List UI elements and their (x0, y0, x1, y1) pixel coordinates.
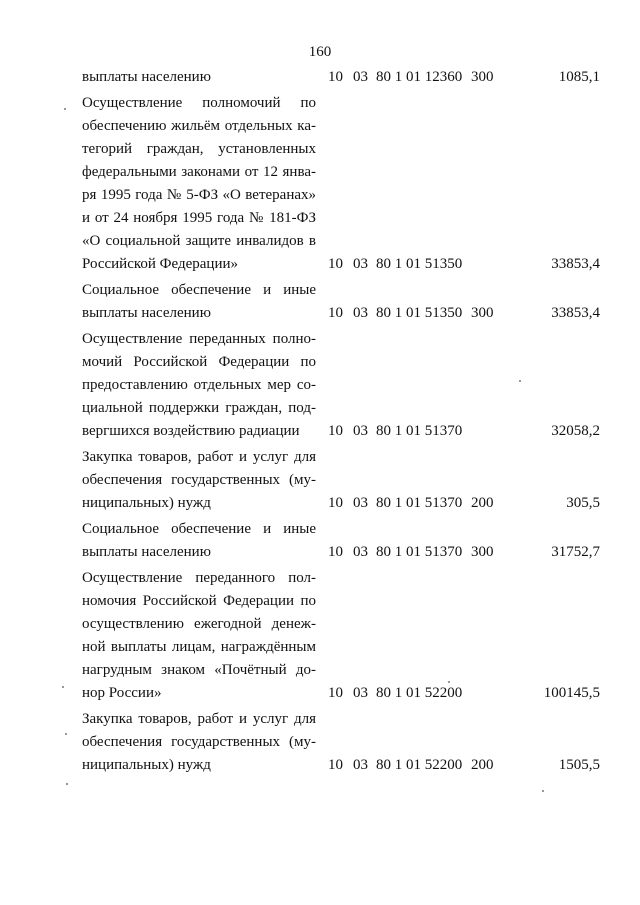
classification-codes (328, 492, 508, 515)
amount: 33853,4 (551, 256, 600, 272)
section-code: 10 (328, 423, 343, 439)
table-row (0, 708, 640, 777)
classification-codes (328, 302, 508, 325)
description-line: федеральными законами от 12 янва- (82, 164, 316, 180)
description-line: нор России» (82, 685, 162, 701)
subsection-code: 03 (353, 757, 368, 773)
expense-type-code: 200 (471, 495, 494, 511)
description-line: обеспечения государственных (му- (82, 472, 316, 488)
table-row (0, 446, 640, 515)
description-line: Закупка товаров, работ и услуг для (82, 711, 316, 727)
description-line: выплаты населению (82, 544, 211, 560)
expense-type-code: 300 (471, 69, 494, 85)
description-line: ря 1995 года № 5-ФЗ «О ветеранах» (82, 187, 316, 203)
description-line: Закупка товаров, работ и услуг для (82, 449, 316, 465)
scan-speck (519, 380, 521, 382)
table-row (0, 518, 640, 564)
description-line: Социальное обеспечение и иные (82, 282, 316, 298)
amount: 31752,7 (551, 544, 600, 560)
description-line: циальной поддержки граждан, под- (82, 400, 316, 416)
description-line: нагрудным знаком «Почётный до- (82, 662, 316, 678)
description-line: Социальное обеспечение и иные (82, 521, 316, 537)
subsection-code: 03 (353, 423, 368, 439)
target-article-code: 80 1 01 51350 (376, 256, 463, 272)
table-row (0, 567, 640, 705)
classification-codes (328, 253, 508, 276)
section-code: 10 (328, 685, 343, 701)
classification-codes (328, 682, 508, 705)
description-line: Осуществление переданных полно- (82, 331, 316, 347)
amount: 305,5 (566, 495, 600, 511)
target-article-code: 80 1 01 51350 (376, 305, 463, 321)
scan-speck (65, 733, 67, 735)
subsection-code: 03 (353, 544, 368, 560)
target-article-code: 80 1 01 52200 (376, 685, 463, 701)
amount: 33853,4 (551, 305, 600, 321)
expense-type-code: 300 (471, 305, 494, 321)
classification-codes (328, 754, 508, 777)
description-line: Осуществление полномочий по (82, 95, 316, 111)
table-row (0, 92, 640, 276)
description-line: Российской Федерации» (82, 256, 239, 272)
expense-type-code: 300 (471, 544, 494, 560)
section-code: 10 (328, 69, 343, 85)
section-code: 10 (328, 544, 343, 560)
table-row (0, 279, 640, 325)
section-code: 10 (328, 256, 343, 272)
amount: 100145,5 (543, 685, 600, 701)
description-line: выплаты населению (82, 305, 211, 321)
target-article-code: 80 1 01 51370 (376, 544, 463, 560)
scan-speck (64, 108, 66, 110)
section-code: 10 (328, 757, 343, 773)
target-article-code: 80 1 01 12360 (376, 69, 463, 85)
scan-speck (542, 790, 544, 792)
expense-type-code: 200 (471, 757, 494, 773)
description-line: вергшихся воздействию радиации (82, 423, 300, 439)
classification-codes (328, 66, 508, 89)
description-line: ной выплаты лицам, награждённым (82, 639, 316, 655)
scan-speck (448, 681, 450, 683)
description-line: номочия Российской Федерации по (82, 593, 316, 609)
amount: 32058,2 (551, 423, 600, 439)
subsection-code: 03 (353, 305, 368, 321)
description-line: Осуществление переданного пол- (82, 570, 316, 586)
description-line: ниципальных) нужд (82, 495, 211, 511)
subsection-code: 03 (353, 256, 368, 272)
subsection-code: 03 (353, 495, 368, 511)
section-code: 10 (328, 305, 343, 321)
table-row (0, 66, 640, 89)
amount: 1085,1 (558, 69, 600, 85)
description-line: «О социальной защите инвалидов в (82, 233, 316, 249)
description-line: тегорий граждан, установленных (82, 141, 316, 157)
classification-codes (328, 541, 508, 564)
target-article-code: 80 1 01 52200 (376, 757, 463, 773)
scan-speck (62, 686, 64, 688)
description-line: осуществлению ежегодной денеж- (82, 616, 316, 632)
subsection-code: 03 (353, 685, 368, 701)
budget-table (0, 66, 640, 780)
description-line: предоставлению отдельных мер со- (82, 377, 316, 393)
section-code: 10 (328, 495, 343, 511)
page-number: 160 (308, 44, 332, 60)
description-line: обеспечения государственных (му- (82, 734, 316, 750)
description-line: мочий Российской Федерации по (82, 354, 316, 370)
amount: 1505,5 (558, 757, 600, 773)
description-line: ниципальных) нужд (82, 757, 211, 773)
subsection-code: 03 (353, 69, 368, 85)
classification-codes (328, 420, 508, 443)
description-line: обеспечению жильём отдельных ка- (82, 118, 316, 134)
target-article-code: 80 1 01 51370 (376, 423, 463, 439)
table-row (0, 328, 640, 443)
target-article-code: 80 1 01 51370 (376, 495, 463, 511)
scan-speck (66, 783, 68, 785)
description-line: выплаты населению (82, 69, 211, 85)
description-line: и от 24 ноября 1995 года № 181-ФЗ (82, 210, 316, 226)
